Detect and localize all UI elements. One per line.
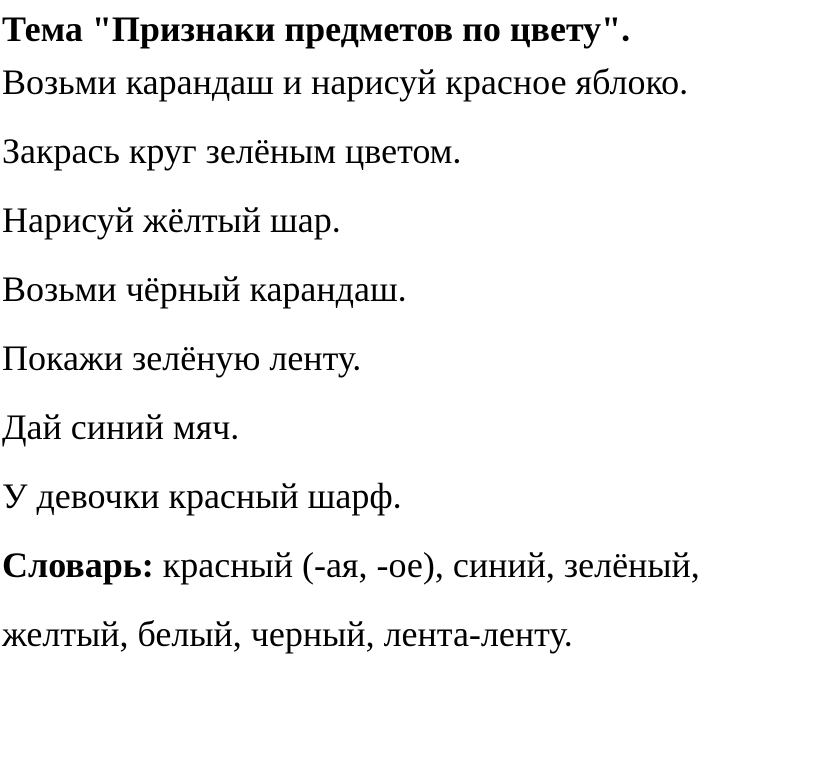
instruction-line: Дай синий мяч. [2, 407, 240, 447]
instruction-line: Закрась круг зелёным цветом. [2, 131, 462, 171]
vocabulary-line-1 [2, 531, 816, 600]
instruction-line: Покажи зелёную ленту. [2, 338, 362, 378]
vocabulary-line-2: желтый, белый, черный, лента-ленту. [2, 614, 573, 654]
instruction-line: Возьми чёрный карандаш. [2, 269, 407, 309]
instruction-line: Возьми карандаш и нарисуй красное яблоко. [2, 62, 689, 102]
vocabulary-label: Словарь: [2, 545, 154, 585]
vocabulary-text: красный (-ая, -ое), синий, зелёный, [153, 545, 700, 585]
instruction-line: Нарисуй жёлтый шар. [2, 200, 341, 240]
document-title: Тема "Признаки предметов по цвету". [2, 9, 631, 49]
instruction-line: У девочки красный шарф. [2, 476, 402, 516]
